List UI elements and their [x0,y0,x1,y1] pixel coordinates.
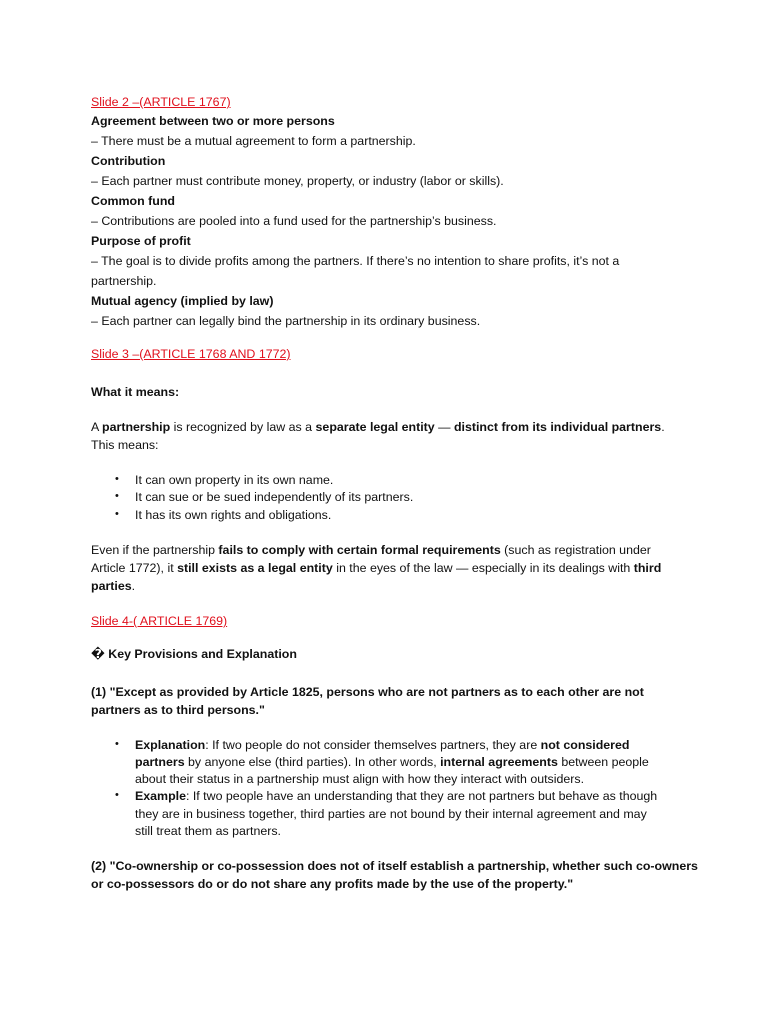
slide-2-item-title: Mutual agency (implied by law) [91,294,274,308]
missing-glyph-icon: � [91,647,105,661]
provision-2: (2) "Co-ownership or co-possession does not of itself establish a partnership, whether such co-owners [91,859,698,873]
slide-2-item-desc-continued: partnership. [91,274,157,288]
slide-2-item-title: Purpose of profit [91,234,191,248]
slide-3-intro-continued: This means: [91,438,159,452]
slide-2-item-title: Common fund [91,194,175,208]
bullet-icon: • [115,490,119,502]
explanation-item: Explanation: If two people do not consider themselves partners, they are not considered [135,738,630,752]
slide-3-heading: Slide 3 –(ARTICLE 1768 AND 1772) [91,347,291,361]
slide-3-closing-end: parties. [91,579,136,593]
list-item: It can sue or be sued independently of its partners. [135,490,414,504]
list-item: It has its own rights and obligations. [135,508,332,522]
slide-2-item-desc: – Each partner can legally bind the partnership in its ordinary business. [91,314,481,328]
provision-1: (1) "Except as provided by Article 1825, persons who are not partners as to each other are not [91,685,644,699]
slide-3-closing-continued: Article 1772), it still exists as a legal entity in the eyes of the law — especially in its dealings with third [91,561,662,575]
slide-2-item-desc: – There must be a mutual agreement to form a partnership. [91,134,416,148]
bullet-icon: • [115,473,119,485]
bullet-icon: • [115,508,119,520]
list-item: It can own property in its own name. [135,473,334,487]
key-provisions-title: � Key Provisions and Explanation [91,647,297,661]
slide-2-item-title: Agreement between two or more persons [91,114,335,128]
slide-3-intro-paragraph: A partnership is recognized by law as a separate legal entity — distinct from its individual partners. [91,420,665,434]
bullet-icon: • [115,789,119,801]
example-item-continued: still treat them as partners. [135,824,281,838]
provision-2-continued: or co-possessors do or do not share any profits made by the use of the property." [91,877,574,891]
slide-3-closing-paragraph: Even if the partnership fails to comply with certain formal requirements (such as registration under [91,543,651,557]
provision-1-continued: partners as to third persons." [91,703,265,717]
slide-2-heading: Slide 2 –(ARTICLE 1767) [91,95,231,109]
slide-2-item-title: Contribution [91,154,166,168]
explanation-item-continued: partners by anyone else (third parties). In other words, internal agreements between people [135,755,649,769]
explanation-item-continued: about their status in a partnership must align with how they interact with outsiders. [135,772,585,786]
slide-3-subheading: What it means: [91,385,180,399]
example-item-continued: they are in business together, third parties are not bound by their internal agreement and may [135,807,647,821]
slide-2-item-desc: – Each partner must contribute money, property, or industry (labor or skills). [91,174,504,188]
slide-4-heading: Slide 4-( ARTICLE 1769) [91,614,228,628]
slide-2-item-desc: – The goal is to divide profits among the partners. If there’s no intention to share profits, it’s not a [91,254,620,268]
slide-2-item-desc: – Contributions are pooled into a fund used for the partnership’s business. [91,214,497,228]
bullet-icon: • [115,738,119,750]
example-item: Example: If two people have an understanding that they are not partners but behave as though [135,789,658,803]
